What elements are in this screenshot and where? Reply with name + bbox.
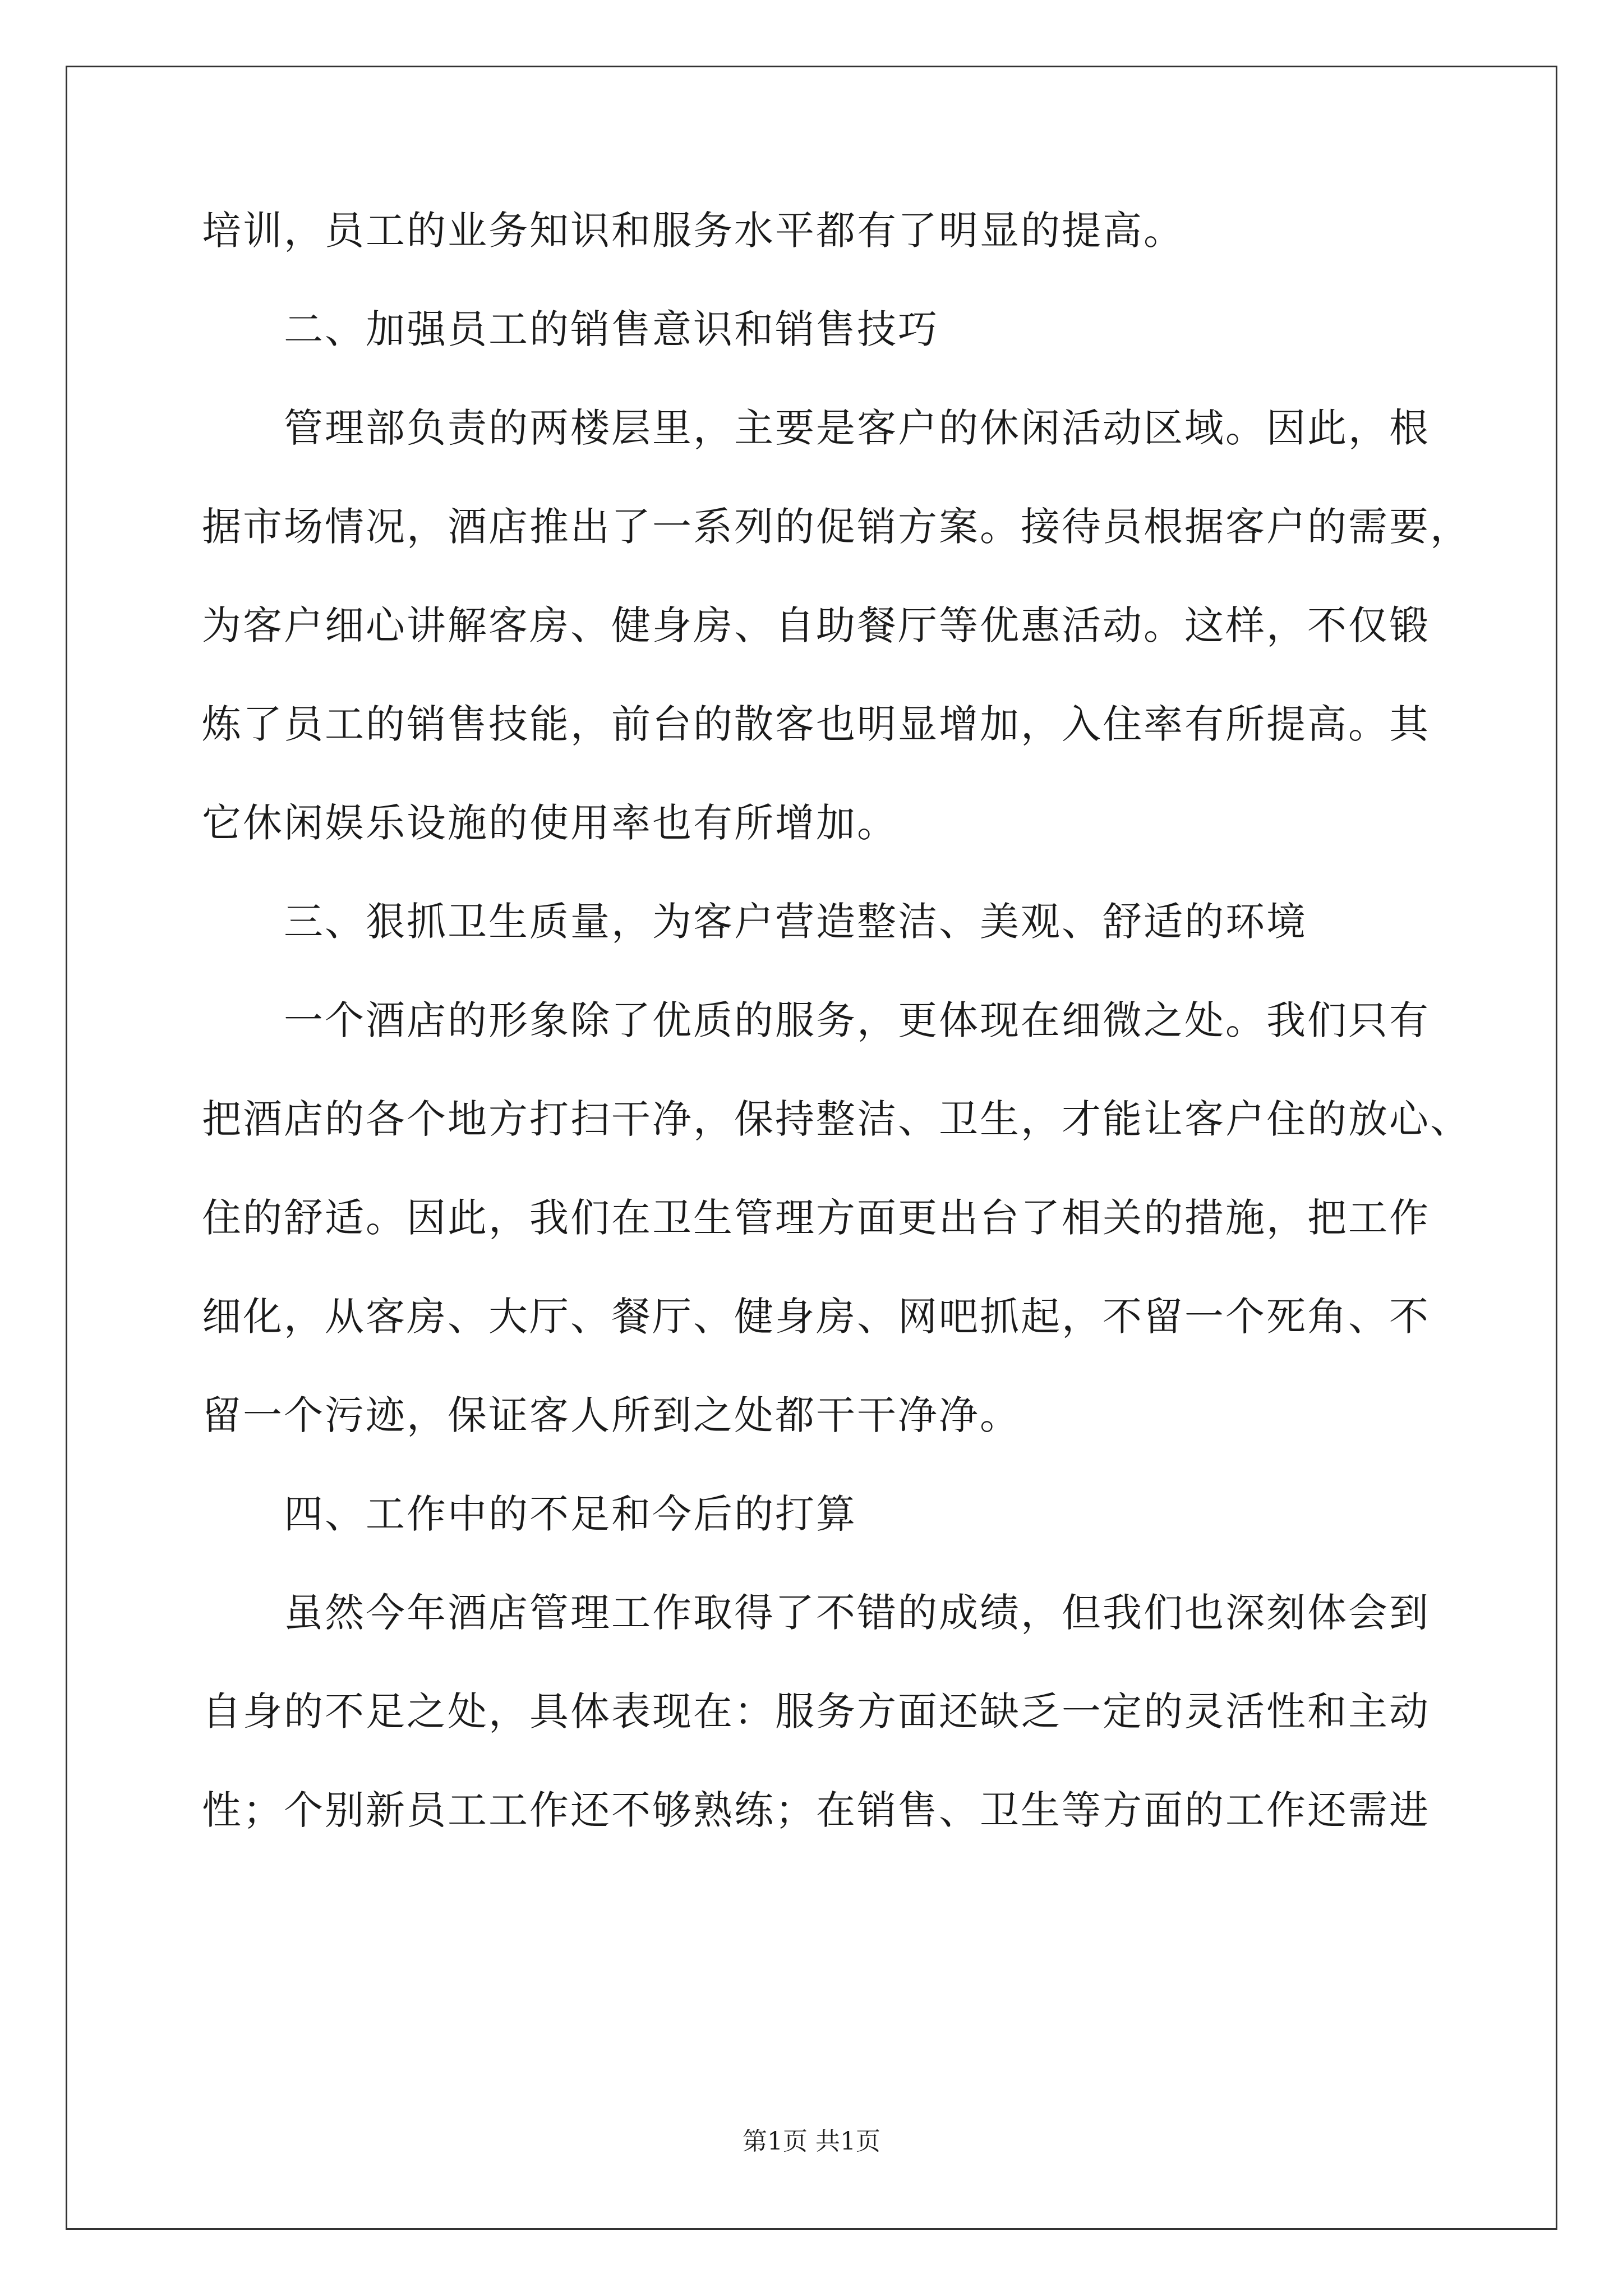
text-line: 自身的不足之处，具体表现在：服务方面还缺乏一定的灵活性和主动 [202, 1688, 1430, 1734]
section-heading: 三、狠抓卫生质量，为客户营造整洁、美观、舒适的环境 [284, 899, 1307, 945]
text-line: 留一个污迹，保证客人所到之处都干干净净。 [202, 1392, 1021, 1438]
section-heading: 四、工作中的不足和今后的打算 [284, 1491, 857, 1537]
section-heading: 二、加强员工的销售意识和销售技巧 [284, 306, 939, 352]
text-line: 炼了员工的销售技能，前台的散客也明显增加，入住率有所提高。其 [202, 701, 1430, 747]
page-footer: 第1页 共1页 [743, 2127, 880, 2156]
text-line: 虽然今年酒店管理工作取得了不错的成绩，但我们也深刻体会到 [284, 1590, 1430, 1636]
text-line: 据市场情况，酒店推出了一系列的促销方案。接待员根据客户的需要， [202, 504, 1471, 550]
text-line: 管理部负责的两楼层里，主要是客户的休闲活动区域。因此，根 [284, 405, 1430, 451]
page-border [66, 66, 1557, 2230]
text-line: 把酒店的各个地方打扫干净，保持整洁、卫生，才能让客户住的放心、 [202, 1096, 1471, 1142]
text-line: 一个酒店的形象除了优质的服务，更体现在细微之处。我们只有 [284, 997, 1430, 1043]
text-line: 性；个别新员工工作还不够熟练；在销售、卫生等方面的工作还需进 [202, 1787, 1430, 1833]
text-line: 它休闲娱乐设施的使用率也有所增加。 [202, 800, 898, 846]
text-line: 细化，从客房、大厅、餐厅、健身房、网吧抓起，不留一个死角、不 [202, 1294, 1430, 1340]
text-line: 住的舒适。因此，我们在卫生管理方面更出台了相关的措施，把工作 [202, 1195, 1430, 1241]
text-line: 培训，员工的业务知识和服务水平都有了明显的提高。 [202, 208, 1184, 254]
text-line: 为客户细心讲解客房、健身房、自助餐厅等优惠活动。这样，不仅锻 [202, 602, 1430, 648]
